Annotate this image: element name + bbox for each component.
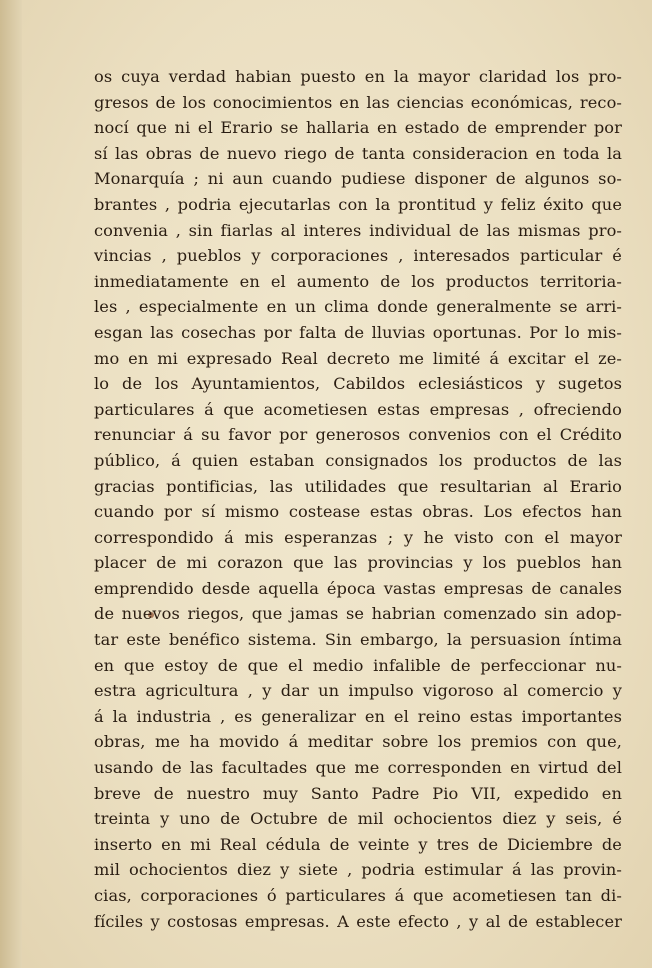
text-line: brantes , podria ejecutarlas con la prontitud y feliz éxito que <box>94 194 622 214</box>
text-line: fíciles y costosas empresas. A este efecto , y al de establecer <box>94 911 622 931</box>
text-line: gracias pontificias, las utilidades que resultarian al Erario <box>94 476 622 496</box>
text-line: breve de nuestro muy Santo Padre Pio VII, expedido en <box>94 783 622 803</box>
body-text <box>94 64 622 934</box>
text-line: gresos de los conocimientos en las ciencias económicas, reco- <box>94 92 622 112</box>
text-line: mil ochocientos diez y siete , podria estimular á las provin- <box>94 860 622 880</box>
text-line: inmediatamente en el aumento de los productos territoria- <box>94 271 622 291</box>
text-line: renunciar á su favor por generosos convenios con el Crédito <box>94 425 622 445</box>
text-line: esgan las cosechas por falta de lluvias oportunas. Por lo mis- <box>94 322 622 342</box>
text-line: tar este benéfico sistema. Sin embargo, la persuasion íntima <box>94 630 622 650</box>
text-line: obras, me ha movido á meditar sobre los premios con que, <box>94 732 622 752</box>
text-line: emprendido desde aquella época vastas empresas de canales <box>94 578 622 598</box>
text-line: cias, corporaciones ó particulares á que acometiesen tan di- <box>94 886 622 905</box>
text-line: inserto en mi Real cédula de veinte y tres de Diciembre de <box>94 834 622 854</box>
text-line: de nuevos riegos, que jamas se habrian comenzado sin adop- <box>94 604 622 624</box>
text-line: convenia , sin fiarlas al interes individual de las mismas pro- <box>94 220 622 240</box>
text-line: correspondido á mis esperanzas ; y he visto con el mayor <box>94 527 622 547</box>
text-line: nocí que ni el Erario se hallaria en estado de emprender por <box>94 118 622 138</box>
text-line: Monarquía ; ni aun cuando pudiese disponer de algunos so- <box>94 169 622 189</box>
text-line: público, á quien estaban consignados los productos de las <box>94 450 622 470</box>
text-line: placer de mi corazon que las provincias y los pueblos han <box>94 553 622 573</box>
text-line: os cuya verdad habian puesto en la mayor claridad los pro- <box>94 67 622 86</box>
text-line: mo en mi expresado Real decreto me limité á excitar el ze- <box>94 348 622 368</box>
text-line: sí las obras de nuevo riego de tanta consideracion en toda la <box>94 143 622 163</box>
text-line: les , especialmente en un clima donde generalmente se arri- <box>94 297 622 317</box>
text-line: lo de los Ayuntamientos, Cabildos eclesiásticos y sugetos <box>94 374 622 394</box>
text-line: cuando por sí mismo costease estas obras. Los efectos han <box>94 502 622 522</box>
page-gutter-edge <box>0 0 22 968</box>
text-line: particulares á que acometiesen estas empresas , ofreciendo <box>94 399 622 419</box>
text-line: usando de las facultades que me corresponden en virtud del <box>94 758 622 778</box>
text-line: vincias , pueblos y corporaciones , interesados particular é <box>94 246 622 266</box>
text-line: á la industria , es generalizar en el reino estas importantes <box>94 706 622 726</box>
text-line: estra agricultura , y dar un impulso vigoroso al comercio y <box>94 681 622 701</box>
text-line: en que estoy de que el medio infalible de perfeccionar nu- <box>94 655 622 675</box>
text-line: treinta y uno de Octubre de mil ochocientos diez y seis, é <box>94 809 622 829</box>
